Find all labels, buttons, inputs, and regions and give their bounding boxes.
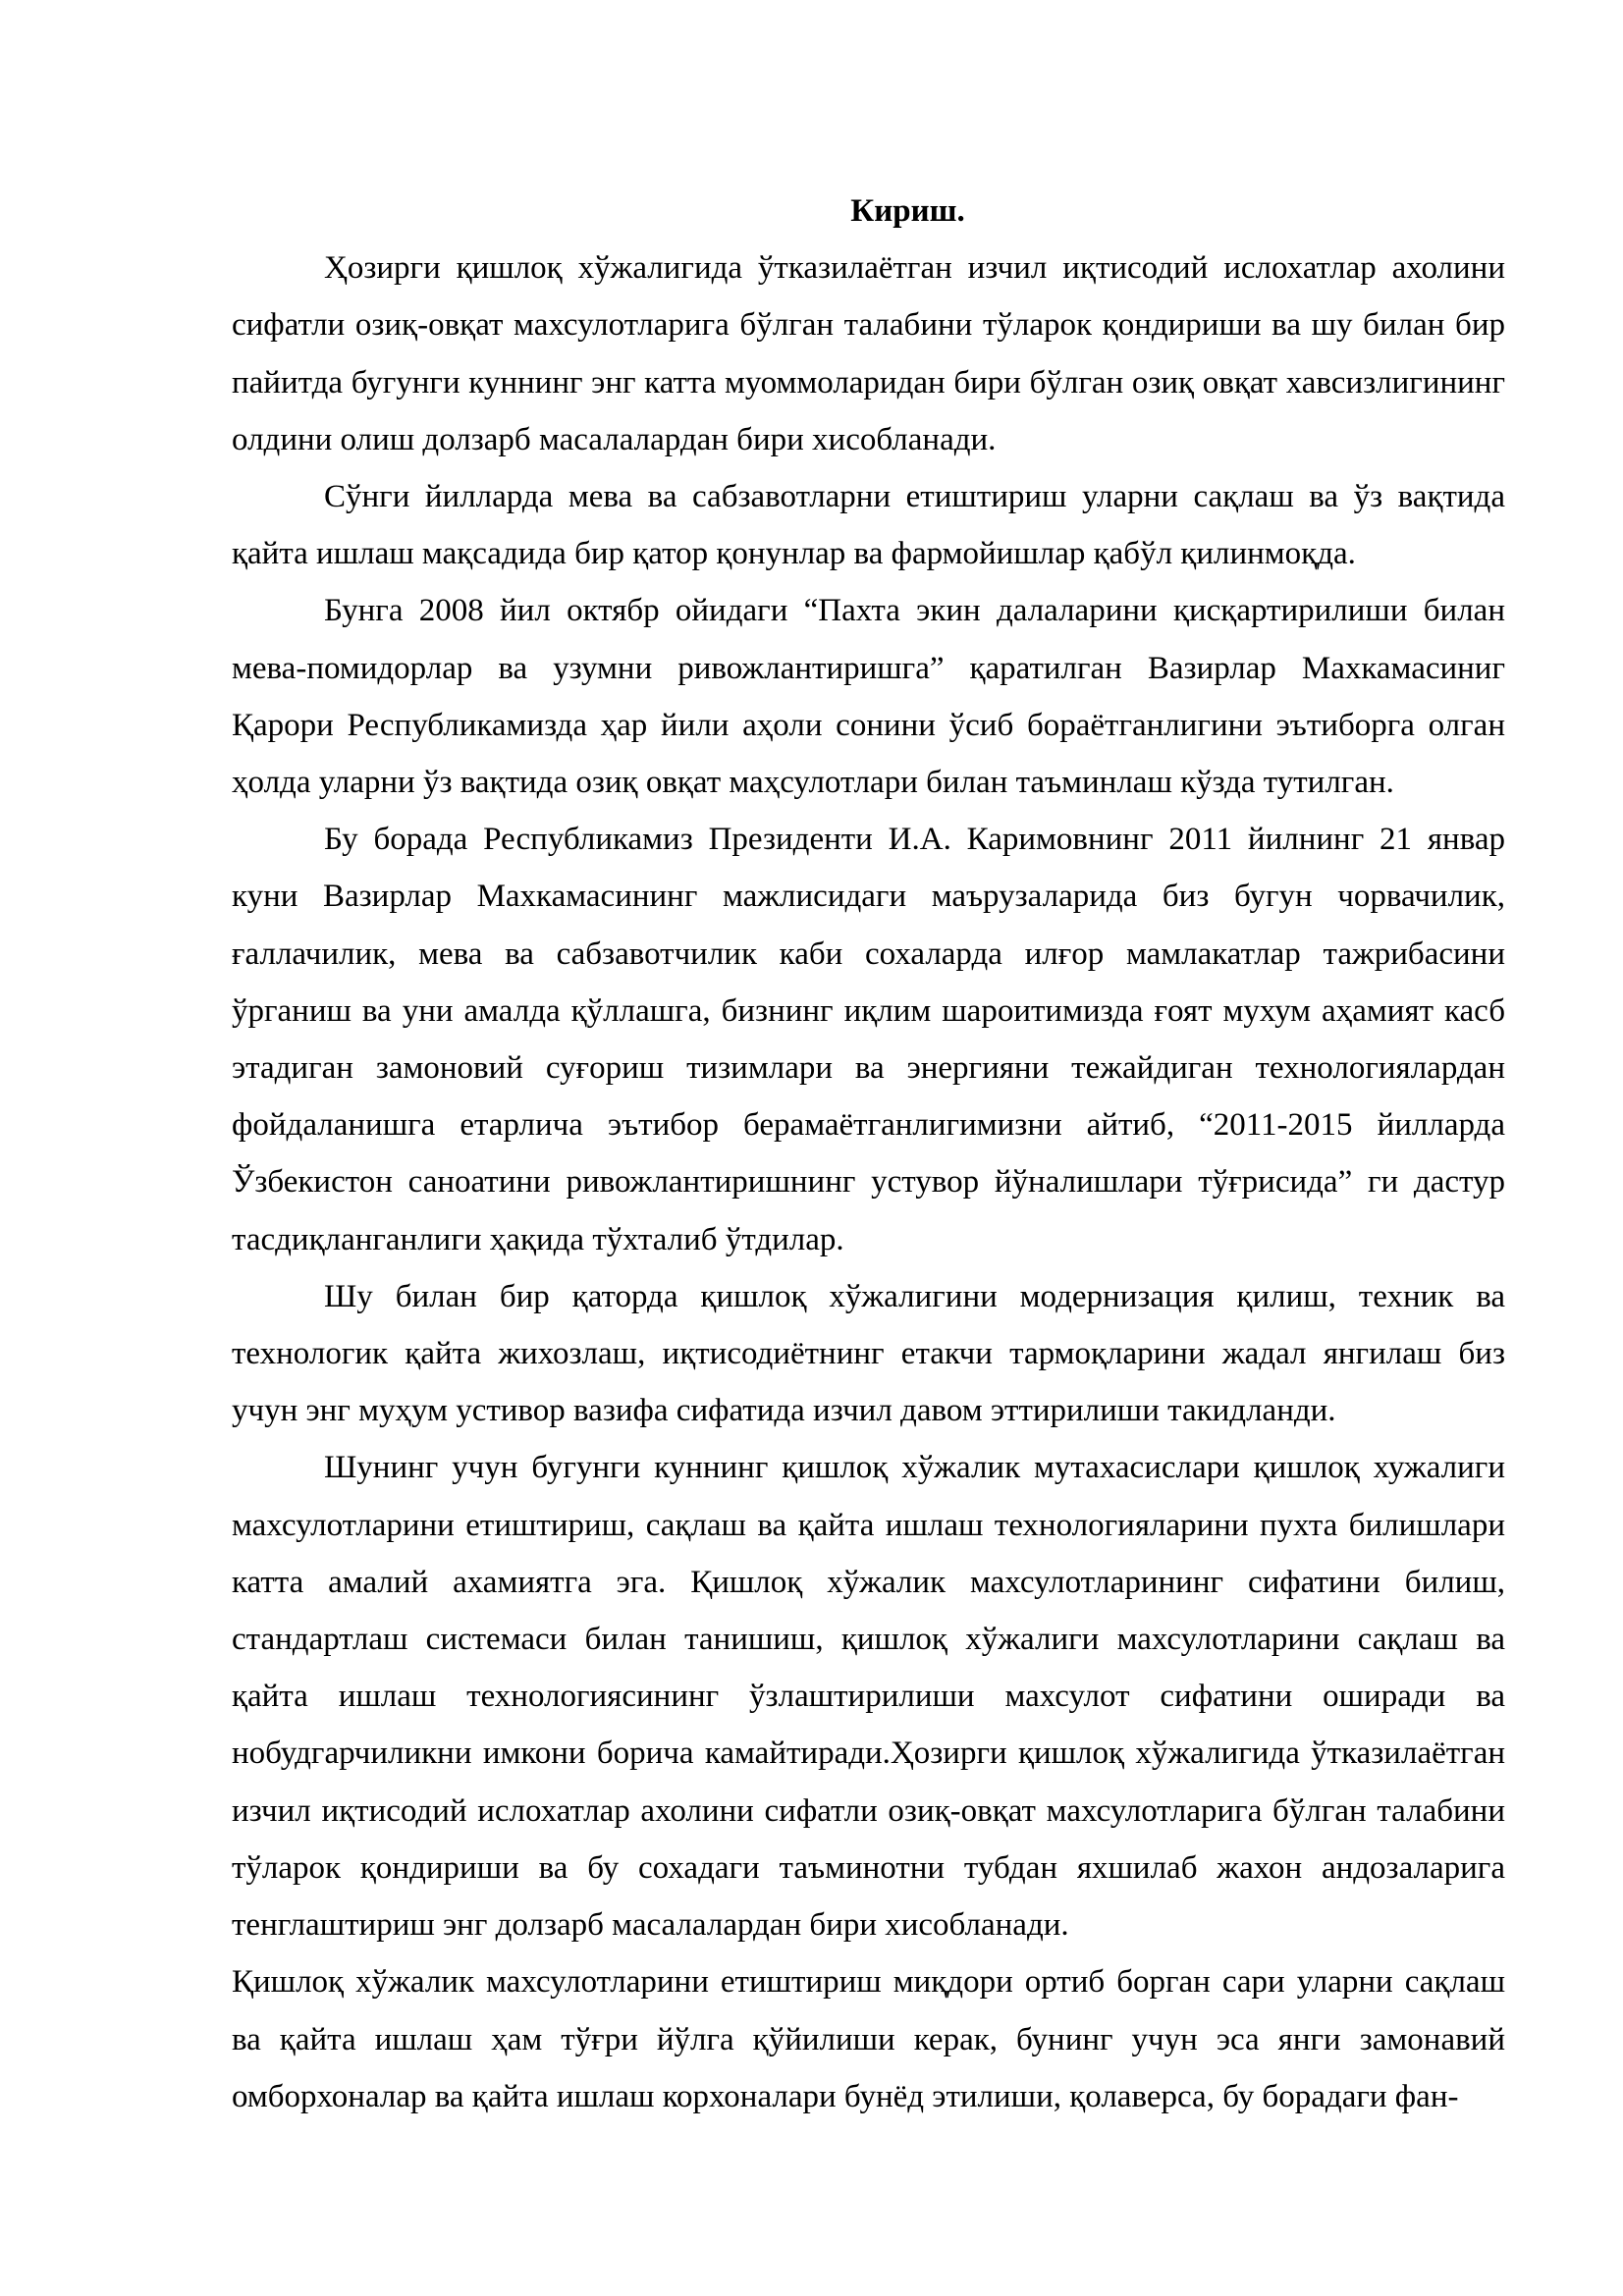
paragraph-3: Бунга 2008 йил октябр ойидаги “Пахта экин далаларини қисқартирилиши билан мева-помидорлар ва узумни ривожлантиришга” қаратилган Вазирлар Махкамасиниг Қарори Республикамизда ҳар йили аҳоли сонини ўсиб бораётганлигини эътиборга олган ҳолда уларни ўз вақтида озиқ овқат маҳсулотлари билан таъминлаш кўзда тутилган. <box>232 593 1505 801</box>
paragraph-1: Ҳозирги қишлоқ хўжалигида ўтказилаётган изчил иқтисодий ислохатлар ахолини сифатли озиқ-овқат махсулотларига бўлган талабини тўларок қондириши ва шу билан бир пайитда бугунги куннинг энг катта муоммоларидан бири бўлган озиқ овқат хавсизлигининг олдини олиш долзарб масалалардан бири хисобланади. <box>232 250 1505 457</box>
page-title: Кириш. <box>850 193 965 229</box>
paragraph-6: Шунинг учун бугунги куннинг қишлоқ хўжалик мутахасислари қишлоқ хужалиги махсулотларини етиштириш, сақлаш ва қайта ишлаш технологияларини пухта билишлари катта амалий ахамиятга эга. Қишлоқ хўжалик махсулотларининг сифатини билиш, стандартлаш системаси билан танишиш, қишлоқ хўжалиги махсулотларини сақлаш ва қайта ишлаш технологиясининг ўзлаштирилиши махсулот сифатини оширади ва нобудгарчиликни имкони борича камайтиради.Ҳозирги қишлоқ хўжалигида ўтказилаётган изчил иқтисодий ислохатлар ахолини сифатли озиқ-овқат махсулотларига бўлган талабини тўларок қондириши ва бу сохадаги таъминотни тубдан яхшилаб жахон андозаларига тенглаштириш энг долзарб масалалардан бири хисобланади. <box>232 1450 1505 1944</box>
paragraph-4: Бу борада Республикамиз Президенти И.А. Каримовнинг 2011 йилнинг 21 январ куни Вазирлар Махкамасининг мажлисидаги маърузаларида биз бугун чорвачилик, ғаллачилик, мева ва сабзавотчилик каби сохаларда илғор мамлакатлар тажрибасини ўрганиш ва уни амалда қўллашга, бизнинг иқлим шароитимизда ғоят мухум аҳамият касб этадиган замоновий суғориш тизимлари ва энергияни тежайдиган технологиялардан фойдаланишга етарлича эътибор берамаётганлигимизни айтиб, “2011-2015 йилларда Ўзбекистон саноатини ривожлантиришнинг устувор йўналишлари тўғрисида” ги дастур тасдиқланганлиги ҳақида тўхталиб ўтдилар. <box>232 822 1505 1257</box>
paragraph-2: Сўнги йилларда мева ва сабзавотларни етиштириш уларни сақлаш ва ўз вақтида қайта ишлаш мақсадида бир қатор қонунлар ва фармойишлар қабўл қилинмоқда. <box>232 479 1505 572</box>
paragraph-5: Шу билан бир қаторда қишлоқ хўжалигини модернизация қилиш, техник ва технологик қайта жихозлаш, иқтисодиётнинг етакчи тармоқларини жадал янгилаш биз учун энг муҳум устивор вазифа сифатида изчил давом эттирилиши такидланди. <box>232 1278 1505 1429</box>
document-body <box>232 183 1505 2125</box>
paragraph-7: Қишлоқ хўжалик махсулотларини етиштириш миқдори ортиб борган сари уларни сақлаш ва қайта ишлаш ҳам тўғри йўлга қўйилиши керак, бунинг учун эса янги замонавий омборхоналар ва қайта ишлаш корхоналари бунёд этилиши, қолаверса, бу борадаги фан- <box>232 1964 1505 2114</box>
